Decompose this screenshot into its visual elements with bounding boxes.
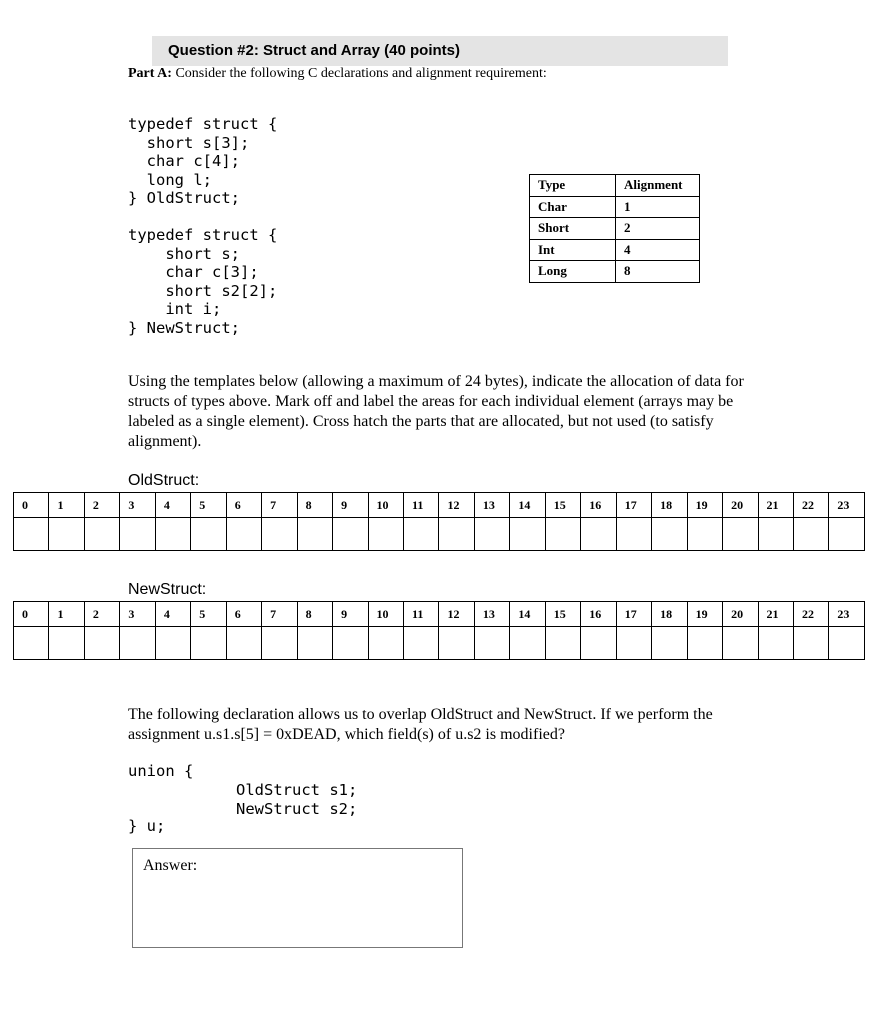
byte-index: 22 <box>793 601 829 627</box>
byte-index: 1 <box>48 492 84 518</box>
byte-index: 3 <box>119 601 155 627</box>
byte-index: 5 <box>190 492 226 518</box>
alignment-row <box>530 218 700 240</box>
alignment-cell: Alignment <box>616 175 700 197</box>
byte-index: 20 <box>722 492 758 518</box>
union-question-text: The following declaration allows us to overlap OldStruct and NewStruct. If we perform the assignment u.s1.s[5] = 0xDEAD, which field(s) of u.s2 is modified? <box>128 706 713 743</box>
oldstruct-fill-row <box>14 518 865 551</box>
byte-slot[interactable] <box>13 626 49 660</box>
byte-slot[interactable] <box>261 517 297 551</box>
alignment-row <box>530 196 700 218</box>
part-a-text: Consider the following C declarations and alignment requirement: <box>171 66 547 81</box>
byte-slot[interactable] <box>13 517 49 551</box>
byte-index: 14 <box>509 601 545 627</box>
type-cell: Long <box>530 261 616 283</box>
byte-index: 16 <box>580 492 616 518</box>
byte-slot[interactable] <box>616 517 652 551</box>
part-a-label: Part A: <box>128 66 172 81</box>
byte-index: 19 <box>687 492 723 518</box>
byte-slot[interactable] <box>155 517 191 551</box>
byte-slot[interactable] <box>261 626 297 660</box>
type-cell: Short <box>530 218 616 240</box>
old-struct-code: typedef struct { short s[3]; char c[4]; long l; } OldStruct; <box>128 115 278 207</box>
byte-index: 9 <box>332 601 368 627</box>
new-struct-code: typedef struct { short s; char c[3]; short s2[2]; int i; } NewStruct; <box>128 226 278 337</box>
byte-index: 15 <box>545 601 581 627</box>
byte-index: 22 <box>793 492 829 518</box>
instructions-text: Using the templates below (allowing a maximum of 24 bytes), indicate the allocation of data for structs of types above. Mark off and label the areas for each individual element (arrays may be labeled as a single element). Cross hatch the parts that are allocated, but not used (to satisfy alignment). <box>128 373 744 450</box>
union-close-code: } u; <box>128 817 166 835</box>
byte-index: 0 <box>13 601 49 627</box>
byte-slot[interactable] <box>438 626 474 660</box>
byte-index: 21 <box>758 492 794 518</box>
oldstruct-index-row <box>14 493 865 518</box>
oldstruct-template <box>14 493 865 551</box>
byte-index: 10 <box>368 601 404 627</box>
byte-slot[interactable] <box>226 517 262 551</box>
byte-index: 4 <box>155 492 191 518</box>
byte-index: 2 <box>84 492 120 518</box>
byte-slot[interactable] <box>509 626 545 660</box>
byte-slot[interactable] <box>48 517 84 551</box>
byte-slot[interactable] <box>687 626 723 660</box>
byte-index: 17 <box>616 492 652 518</box>
byte-index: 10 <box>368 492 404 518</box>
alignment-header-row <box>530 175 700 197</box>
byte-slot[interactable] <box>119 626 155 660</box>
alignment-cell: 8 <box>616 261 700 283</box>
byte-index: 0 <box>13 492 49 518</box>
byte-slot[interactable] <box>651 517 687 551</box>
newstruct-template <box>14 602 865 660</box>
byte-slot[interactable] <box>403 517 439 551</box>
byte-slot[interactable] <box>190 517 226 551</box>
answer-label: Answer: <box>143 857 198 874</box>
alignment-cell: 2 <box>616 218 700 240</box>
byte-slot[interactable] <box>545 626 581 660</box>
byte-slot[interactable] <box>580 626 616 660</box>
alignment-cell: 4 <box>616 239 700 261</box>
byte-index: 23 <box>828 601 864 627</box>
byte-index: 7 <box>261 601 297 627</box>
byte-slot[interactable] <box>793 626 829 660</box>
byte-index: 8 <box>297 492 333 518</box>
alignment-cell: 1 <box>616 196 700 218</box>
byte-index: 6 <box>226 601 262 627</box>
byte-index: 19 <box>687 601 723 627</box>
byte-slot[interactable] <box>687 517 723 551</box>
type-cell: Int <box>530 239 616 261</box>
byte-slot[interactable] <box>722 626 758 660</box>
byte-slot[interactable] <box>474 517 510 551</box>
byte-slot[interactable] <box>474 626 510 660</box>
byte-index: 5 <box>190 601 226 627</box>
byte-index: 4 <box>155 601 191 627</box>
newstruct-fill-row <box>14 627 865 660</box>
union-fields-code: OldStruct s1; NewStruct s2; <box>236 781 358 818</box>
byte-slot[interactable] <box>828 517 864 551</box>
byte-slot[interactable] <box>119 517 155 551</box>
byte-slot[interactable] <box>758 517 794 551</box>
byte-slot[interactable] <box>828 626 864 660</box>
alignment-row <box>530 239 700 261</box>
byte-index: 11 <box>403 492 439 518</box>
byte-slot[interactable] <box>509 517 545 551</box>
byte-index: 13 <box>474 601 510 627</box>
byte-slot[interactable] <box>48 626 84 660</box>
answer-box[interactable] <box>132 848 463 948</box>
byte-index: 18 <box>651 492 687 518</box>
byte-index: 7 <box>261 492 297 518</box>
byte-index: 21 <box>758 601 794 627</box>
byte-index: 11 <box>403 601 439 627</box>
part-a-intro <box>128 66 547 82</box>
byte-index: 14 <box>509 492 545 518</box>
byte-slot[interactable] <box>226 626 262 660</box>
byte-index: 3 <box>119 492 155 518</box>
byte-slot[interactable] <box>616 626 652 660</box>
byte-slot[interactable] <box>580 517 616 551</box>
byte-index: 12 <box>438 492 474 518</box>
byte-slot[interactable] <box>297 517 333 551</box>
byte-index: 16 <box>580 601 616 627</box>
newstruct-label: NewStruct: <box>128 581 207 598</box>
byte-index: 20 <box>722 601 758 627</box>
question-title: Question #2: Struct and Array (40 points) <box>152 36 728 66</box>
byte-slot[interactable] <box>332 517 368 551</box>
byte-index: 13 <box>474 492 510 518</box>
byte-slot[interactable] <box>155 626 191 660</box>
byte-index: 2 <box>84 601 120 627</box>
byte-index: 1 <box>48 601 84 627</box>
type-cell: Char <box>530 196 616 218</box>
byte-slot[interactable] <box>84 517 120 551</box>
byte-slot[interactable] <box>722 517 758 551</box>
byte-slot[interactable] <box>368 626 404 660</box>
byte-slot[interactable] <box>403 626 439 660</box>
oldstruct-label: OldStruct: <box>128 472 200 489</box>
byte-slot[interactable] <box>438 517 474 551</box>
type-cell: Type <box>530 175 616 197</box>
byte-slot[interactable] <box>793 517 829 551</box>
byte-slot[interactable] <box>297 626 333 660</box>
byte-slot[interactable] <box>190 626 226 660</box>
byte-index: 6 <box>226 492 262 518</box>
byte-slot[interactable] <box>545 517 581 551</box>
byte-index: 12 <box>438 601 474 627</box>
byte-index: 15 <box>545 492 581 518</box>
byte-slot[interactable] <box>332 626 368 660</box>
byte-index: 9 <box>332 492 368 518</box>
alignment-row <box>530 261 700 283</box>
byte-slot[interactable] <box>651 626 687 660</box>
byte-index: 8 <box>297 601 333 627</box>
alignment-table <box>529 174 700 283</box>
byte-index: 23 <box>828 492 864 518</box>
byte-slot[interactable] <box>84 626 120 660</box>
byte-index: 17 <box>616 601 652 627</box>
byte-slot[interactable] <box>368 517 404 551</box>
newstruct-index-row <box>14 602 865 627</box>
byte-slot[interactable] <box>758 626 794 660</box>
union-open-code: union { <box>128 762 194 780</box>
byte-index: 18 <box>651 601 687 627</box>
